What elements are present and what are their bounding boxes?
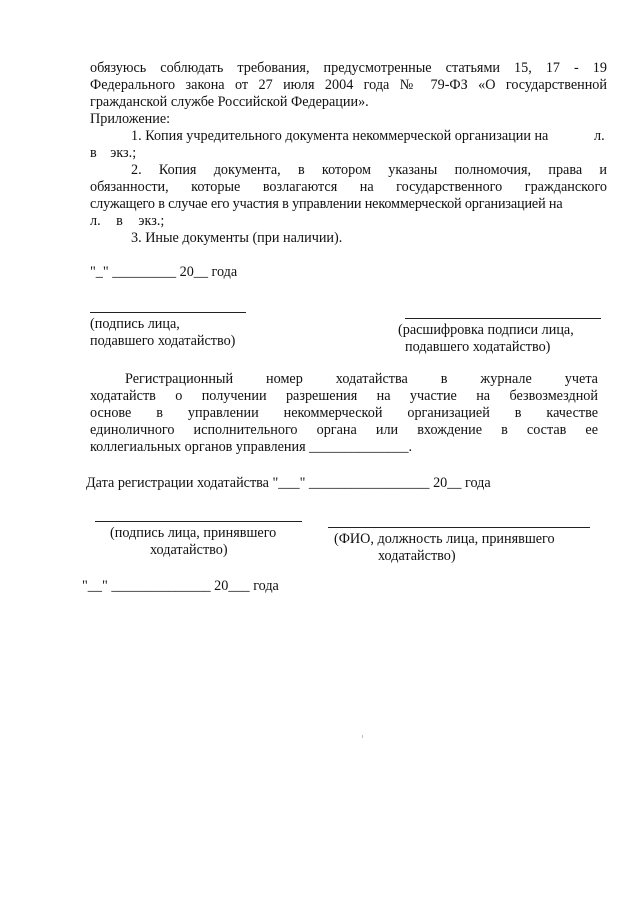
- registration-line-1: Регистрационный номер ходатайства в журнале учета: [125, 371, 598, 387]
- registration-line-5: коллегиальных органов управления ______________.: [90, 439, 413, 455]
- registration-line-2: ходатайств о получении разрешения на участие на безвозмездной: [90, 388, 598, 404]
- receiver-signature-label-1: (подпись лица, принявшего: [110, 525, 277, 541]
- applicant-signature-label-1: (подпись лица,: [90, 316, 180, 332]
- appendix-item-2-line-1: 2. Копия документа, в котором указаны полномочия, права и: [131, 162, 607, 178]
- appendix-item-2-line-2: обязанности, которые возлагаются на государственного гражданского: [90, 179, 607, 195]
- applicant-signature-line: [90, 312, 246, 313]
- appendix-item-1-line-2: в экз.;: [90, 145, 137, 161]
- intro-line-3: гражданской службе Российской Федерации».: [90, 94, 369, 110]
- applicant-date: "_" _________ 20__ года: [90, 264, 238, 280]
- appendix-item-1-line-1: 1. Копия учредительного документа некоммерческой организации на: [131, 128, 549, 144]
- registration-date: Дата регистрации ходатайства "___" _________________ 20__ года: [86, 475, 491, 491]
- signature-decoding-label-2: подавшего ходатайство): [405, 339, 551, 355]
- intro-line-2: Федерального закона от 27 июля 2004 года № 79-ФЗ «О государственной: [90, 77, 607, 93]
- scan-speck: [362, 735, 363, 738]
- appendix-item-1-sheets: л.: [594, 128, 605, 144]
- signature-decoding-label-1: (расшифровка подписи лица,: [398, 322, 574, 338]
- receiver-fio-label-1: (ФИО, должность лица, принявшего: [334, 531, 555, 547]
- receiver-signature-label-2: ходатайство): [150, 542, 228, 558]
- intro-line-1: обязуюсь соблюдать требования, предусмотренные статьями 15, 17 - 19: [90, 60, 607, 76]
- registration-line-4: единоличного исполнительного органа или вхождение в состав ее: [90, 422, 598, 438]
- appendix-item-2-line-3: служащего в случае его участия в управлении некоммерческой организацией на: [90, 196, 563, 212]
- signature-decoding-line: [405, 318, 601, 319]
- receiver-fio-line: [328, 527, 590, 528]
- receiver-signature-line: [95, 521, 302, 522]
- registration-line-3: основе в управлении некоммерческой организацией в качестве: [90, 405, 598, 421]
- appendix-title: Приложение:: [90, 111, 171, 127]
- receiver-date: "__" ______________ 20___ года: [82, 578, 279, 594]
- receiver-fio-label-2: ходатайство): [378, 548, 456, 564]
- appendix-item-2-line-4: л. в экз.;: [90, 213, 165, 229]
- applicant-signature-label-2: подавшего ходатайство): [90, 333, 236, 349]
- appendix-item-3: 3. Иные документы (при наличии).: [131, 230, 343, 246]
